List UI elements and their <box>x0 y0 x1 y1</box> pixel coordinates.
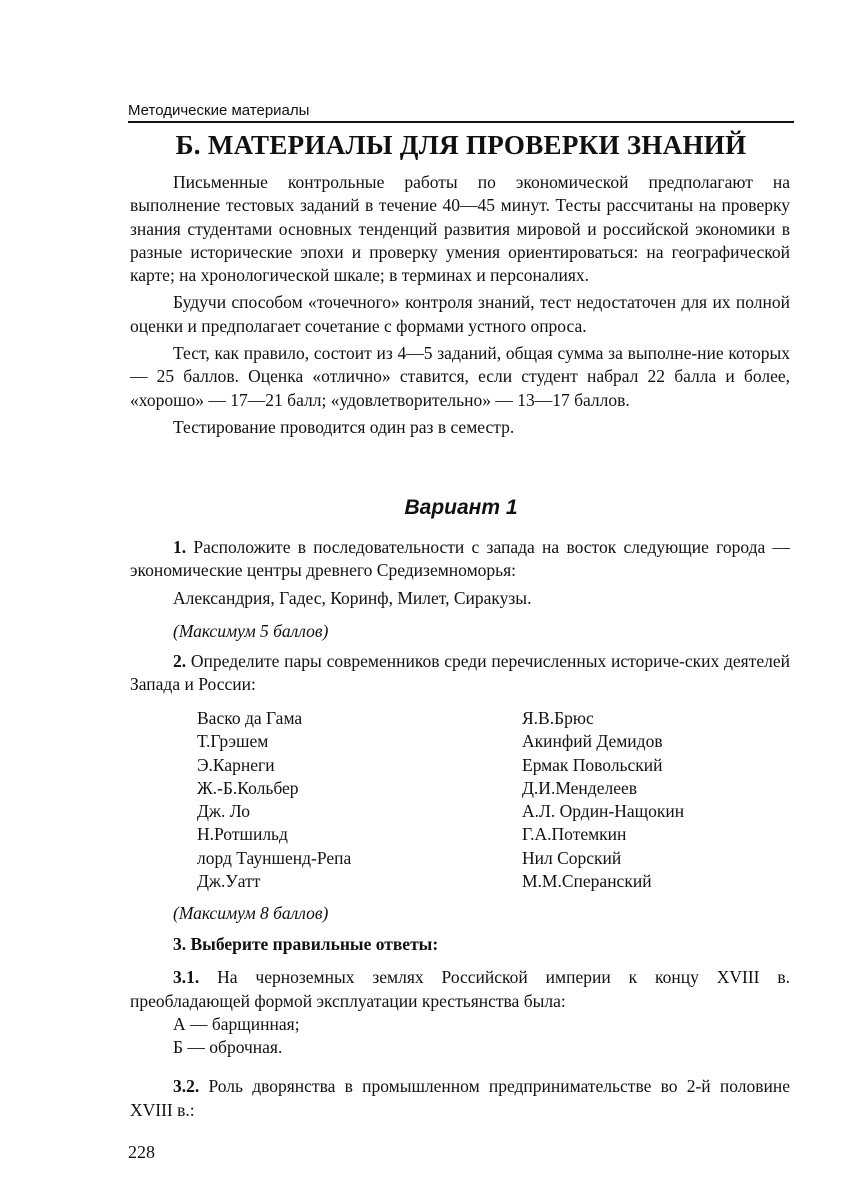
max-score-note: (Максимум 8 баллов) <box>173 903 329 923</box>
question-text: Определите пары современников среди перечисленных историче-ских деятелей Запада и России: <box>130 651 791 695</box>
list-item: Н.Ротшильд <box>197 824 288 845</box>
list-item: Э.Карнеги <box>197 754 275 775</box>
question-3-2-text <box>130 1075 790 1122</box>
question-text: Расположите в последовательности с запада на восток следующие города — экономические центры древнего Средиземноморья: <box>130 537 791 581</box>
question-number: 2. <box>173 651 187 671</box>
header-rule <box>128 121 794 123</box>
list-item: Д.И.Менделеев <box>522 777 637 798</box>
question-text: На черноземных землях Российской империи к концу XVIII в. преобладающей формой эксплуатации крестьянства была: <box>130 967 791 1011</box>
question-number: 1. <box>173 537 187 557</box>
question-3-1-text <box>130 966 790 1013</box>
list-item: Нил Сорский <box>522 847 622 868</box>
question-text: Роль дворянства в промышленном предпринимательстве во 2-й половине XVIII в.: <box>130 1076 790 1120</box>
question-2 <box>130 650 790 697</box>
answer-option: А — барщинная; <box>173 1013 300 1034</box>
question-1-text <box>130 536 790 583</box>
list-item: Я.В.Брюс <box>522 708 594 728</box>
question-number: 3.1. <box>173 967 200 988</box>
list-item: лорд Тауншенд-Репа <box>197 847 352 868</box>
page-number: 228 <box>128 1142 155 1162</box>
russian-figures-list <box>522 707 684 893</box>
list-item: Васко да Гама <box>197 708 303 728</box>
intro-paragraph: Будучи способом «точечного» контроля знаний, тест недостаточен для их полной оценки и предполагает сочетание с формами устного опроса. <box>130 292 790 336</box>
question-number: 3.2. <box>173 1076 200 1097</box>
list-item: М.М.Сперанский <box>522 871 652 892</box>
section-title: Б. МАТЕРИАЛЫ ДЛЯ ПРОВЕРКИ ЗНАНИЙ <box>175 130 747 160</box>
intro-paragraph: Тест, как правило, состоит из 4—5 заданий, общая сумма за выполне-ние которых — 25 баллов. Оценка «отлично» ставится, если студент набрал 22 балла и более, «хорошо» — 17—21 балл; «удовлетворительно» — 13—17 баллов. <box>130 343 790 410</box>
list-item: Дж.Уатт <box>197 871 261 892</box>
list-item: Ермак Повольский <box>522 754 663 775</box>
list-item: Дж. Ло <box>197 801 250 822</box>
intro-paragraph: Письменные контрольные работы по экономической предполагают на выполнение тестовых заданий в течение 40—45 минут. Тесты рассчитаны на проверку знания студентами основных тенденций развития мировой и российской экономики в разные исторические эпохи и проверку умения ориентироваться: на географической карте; на хронологической шкале; в терминах и персоналиях. <box>130 172 790 286</box>
list-item: Акинфий Демидов <box>522 731 663 752</box>
question-2-text <box>130 650 790 697</box>
list-item: А.Л. Ордин-Нащокин <box>522 801 685 822</box>
running-header: Методические материалы <box>128 102 310 119</box>
question-3 <box>130 933 790 1122</box>
variant-title: Вариант 1 <box>404 496 518 519</box>
list-item: Т.Грэшем <box>197 731 269 752</box>
western-figures-list <box>197 707 351 893</box>
max-score-note: (Максимум 5 баллов) <box>173 620 329 641</box>
answer-option: Б — оброчная. <box>173 1037 283 1058</box>
intro-paragraph: Тестирование проводится один раз в семестр. <box>173 416 515 437</box>
list-item: Ж.-Б.Кольбер <box>197 777 299 798</box>
question-1-cities: Александрия, Гадес, Коринф, Милет, Сиракузы. <box>173 587 532 608</box>
list-item: Г.А.Потемкин <box>522 824 627 845</box>
question-1 <box>130 536 790 643</box>
intro-text <box>130 171 790 439</box>
question-3-title: 3. Выберите правильные ответы: <box>173 934 439 954</box>
